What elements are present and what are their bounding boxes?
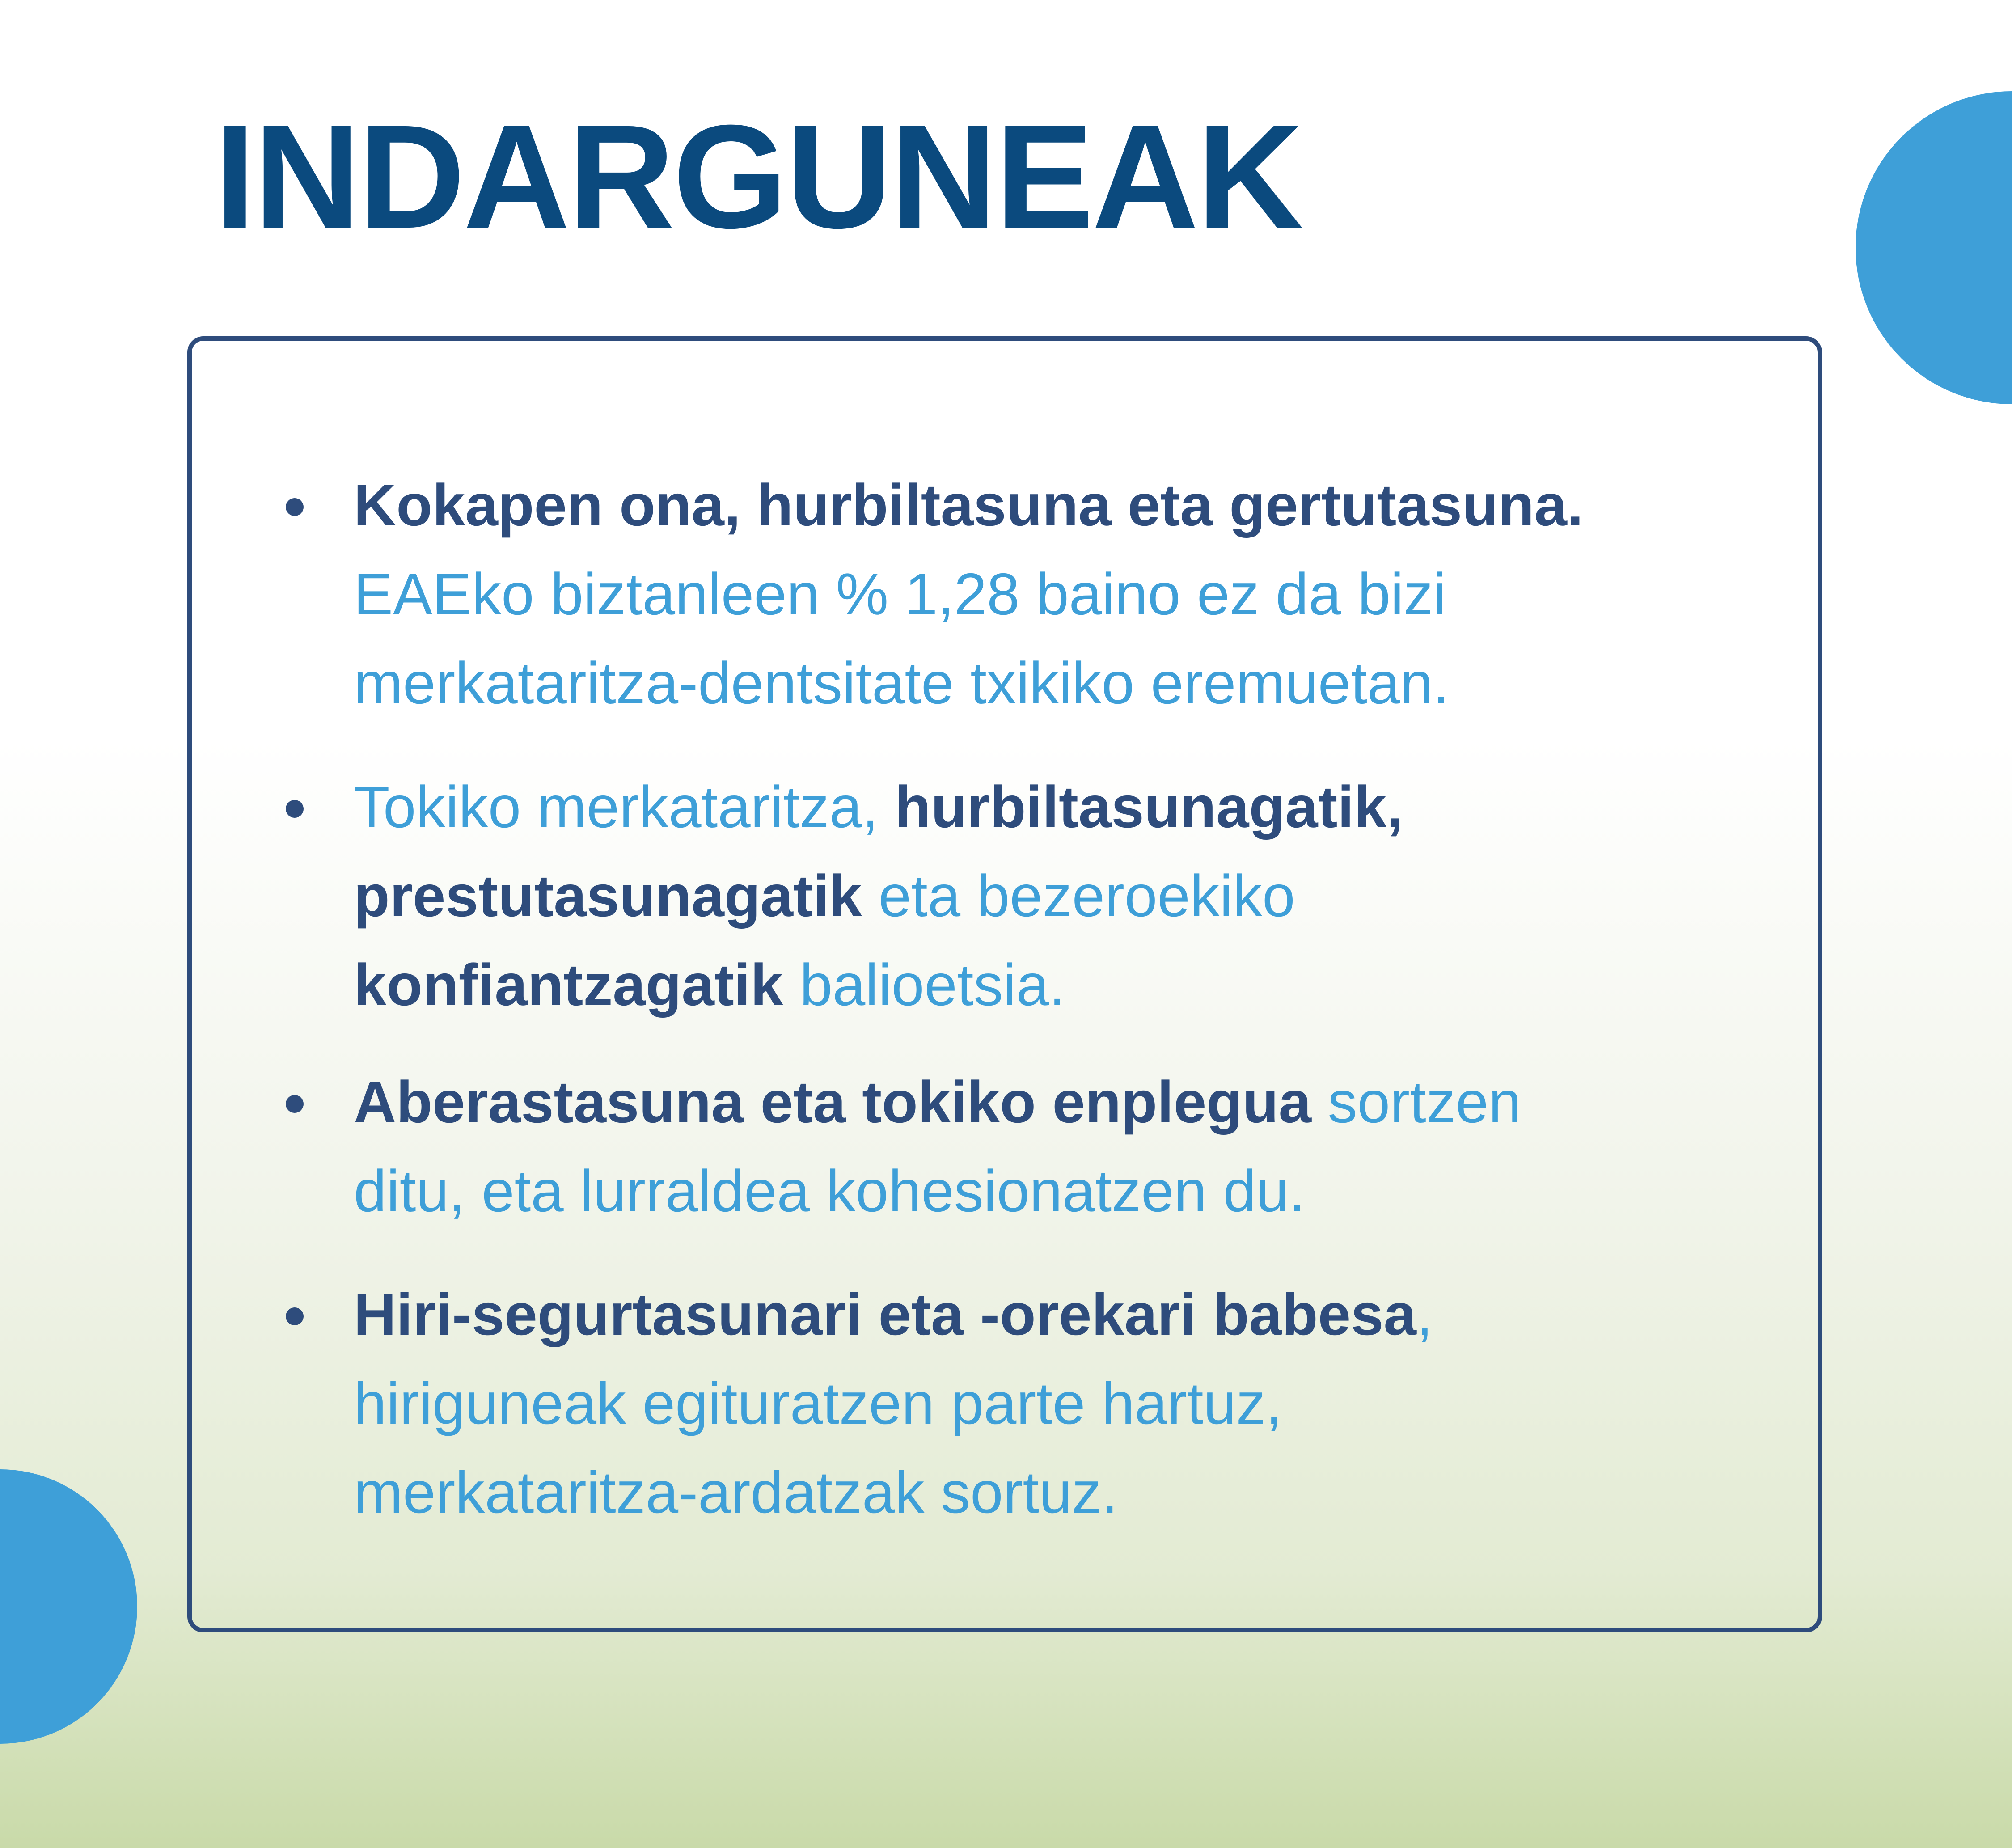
- highlight-text: hiriguneak egituratzen parte hartuz,: [354, 1370, 1282, 1436]
- list-item-line: [354, 650, 1450, 716]
- page-title: INDARGUNEAK: [215, 94, 1302, 259]
- bold-text: prestutasunagatik: [354, 863, 862, 929]
- highlight-text: balioetsia.: [783, 952, 1065, 1018]
- highlight-text: ditu, eta lurraldea kohesionatzen du.: [354, 1158, 1306, 1224]
- bold-text: konfiantzagatik: [354, 952, 783, 1018]
- bullet-icon: [286, 498, 304, 516]
- list-item-line: [354, 1158, 1306, 1224]
- highlight-text: EAEko biztanleen % 1,28 baino ez da bizi: [354, 561, 1446, 627]
- list-item-line: [354, 472, 1584, 538]
- highlight-text: sortzen: [1311, 1069, 1522, 1135]
- highlight-text: Tokiko merkataritza,: [354, 774, 895, 840]
- decorative-circle-top-right: [1856, 91, 2012, 404]
- bullet-icon: [286, 1307, 304, 1325]
- bold-text: Kokapen ona, hurbiltasuna eta gertutasuna.: [354, 472, 1584, 538]
- list-item-line: [354, 1459, 1118, 1525]
- list-item-line: [354, 561, 1446, 627]
- highlight-text: merkataritza-dentsitate txikiko eremuetan.: [354, 650, 1450, 716]
- bullet-icon: [286, 1095, 304, 1113]
- list-item-line: [354, 1281, 1433, 1347]
- highlight-text: merkataritza-ardatzak sortuz.: [354, 1459, 1118, 1525]
- bold-text: Aberastasuna eta tokiko enplegua: [354, 1069, 1311, 1135]
- list-item-line: [354, 774, 1403, 840]
- list-item-line: [354, 1370, 1282, 1436]
- bold-text: Hiri-segurtasunari eta -orekari babesa: [354, 1281, 1416, 1347]
- bullet-icon: [286, 800, 304, 818]
- decorative-circle-bottom-left: [0, 1469, 137, 1744]
- list-item-line: [354, 863, 1295, 929]
- list-item-line: [354, 1069, 1522, 1135]
- highlight-text: eta bezeroekiko: [862, 863, 1295, 929]
- list-item-line: [354, 952, 1065, 1018]
- strengths-box: [187, 336, 1822, 1632]
- highlight-text: ,: [1416, 1281, 1433, 1347]
- bold-text: hurbiltasunagatik,: [895, 774, 1403, 840]
